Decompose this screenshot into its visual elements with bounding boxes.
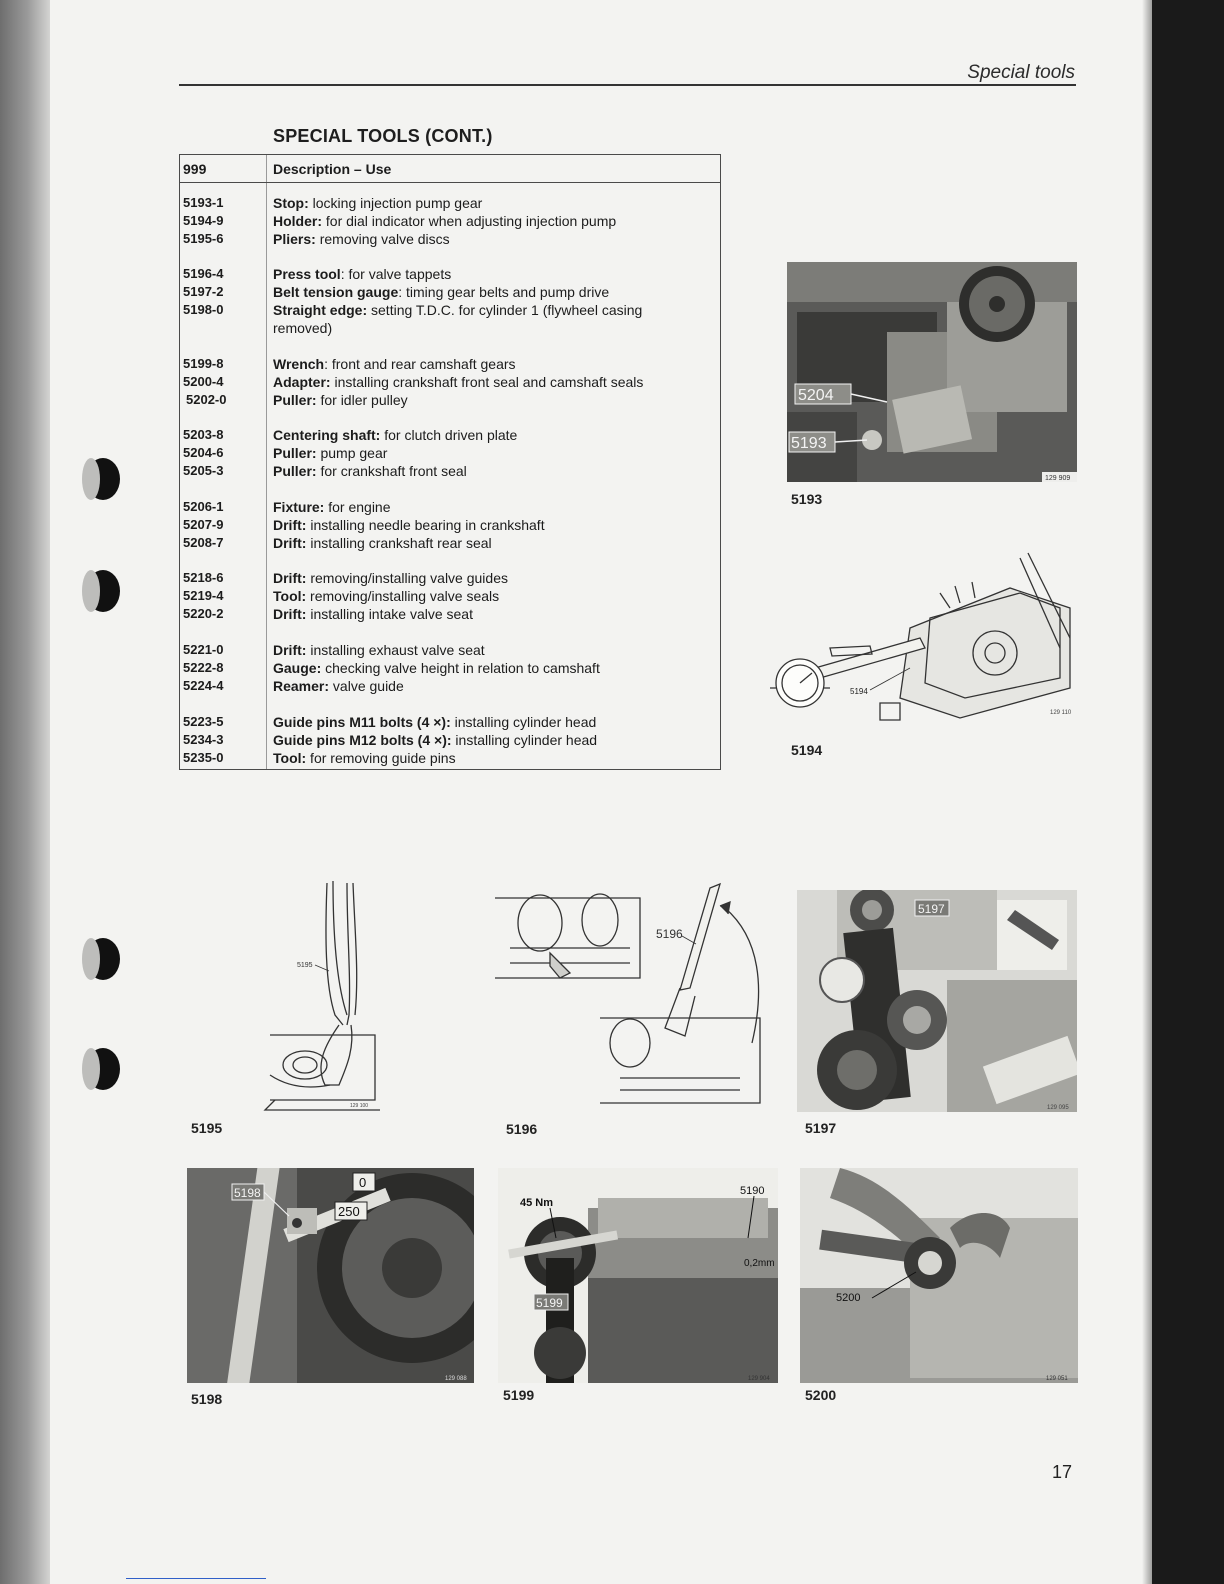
figure-caption: 5196	[506, 1121, 538, 1137]
tool-use: for dial indicator when adjusting injection pump	[322, 213, 617, 229]
tool-use: for removing guide pins	[306, 750, 456, 766]
tool-number: 5218-6	[183, 570, 224, 585]
binder-hole	[86, 1048, 120, 1090]
tool-use: for idler pulley	[316, 392, 408, 408]
tool-name: Centering shaft:	[273, 427, 381, 443]
tool-name: Drift:	[273, 517, 307, 533]
tool-number: 5200-4	[183, 374, 224, 389]
figure-5198-photo	[187, 1168, 474, 1383]
figure-caption: 5194	[791, 742, 823, 758]
tool-name: Puller:	[273, 463, 317, 479]
tool-number: 5193-1	[183, 195, 224, 210]
tool-description	[273, 194, 718, 212]
callout-label: 45 Nm	[520, 1197, 554, 1209]
binder-hole	[86, 570, 120, 612]
tool-use: for clutch driven plate	[380, 427, 518, 443]
tool-name: Stop:	[273, 195, 309, 211]
tool-description	[273, 731, 718, 749]
callout-label: 5195	[297, 962, 313, 969]
figure-code: 129 095	[1047, 1105, 1069, 1111]
tool-name: Tool:	[273, 750, 307, 766]
section-title: SPECIAL TOOLS (CONT.)	[273, 126, 493, 146]
tool-number: 5195-6	[183, 231, 224, 246]
figure-code: 129 100	[350, 1103, 369, 1109]
callout-label: 5194	[850, 687, 868, 696]
figure-5196-drawing	[490, 878, 780, 1113]
tool-description	[273, 713, 718, 731]
callout-label: 5196	[656, 927, 683, 941]
figure-5200-photo	[800, 1168, 1078, 1383]
scan-border	[1152, 0, 1224, 1584]
binder-hole	[86, 458, 120, 500]
tool-number: 5234-3	[183, 732, 224, 747]
tool-number: 5235-0	[183, 750, 224, 765]
tool-description	[273, 355, 718, 373]
tool-number: 5207-9	[183, 517, 224, 532]
tool-number: 5202-0	[186, 392, 227, 407]
tool-number: 5208-7	[183, 535, 224, 550]
tool-description	[273, 534, 718, 552]
tool-name: Adapter:	[273, 374, 331, 390]
tool-use: installing crankshaft rear seal	[306, 535, 492, 551]
tool-use: : for valve tappets	[340, 266, 452, 282]
callout-label: 250	[338, 1204, 360, 1219]
running-header: Special tools	[967, 62, 1075, 83]
header-rule	[179, 84, 1076, 86]
figure-5194-drawing	[760, 548, 1080, 723]
figure-code: 129 110	[1050, 710, 1072, 716]
tool-name: Guide pins M11 bolts (4 ×):	[273, 714, 451, 730]
callout-label: 0	[359, 1175, 367, 1190]
callout-label: 5198	[234, 1186, 261, 1200]
page-number: 17	[1052, 1462, 1073, 1482]
tool-number: 5197-2	[183, 284, 224, 299]
figure-code: 129 051	[1046, 1376, 1068, 1382]
tool-description	[273, 659, 718, 677]
callout-label: 5204	[798, 387, 834, 404]
figure-5195-drawing	[255, 875, 385, 1115]
tool-use: for engine	[324, 499, 391, 515]
tool-use: installing intake valve seat	[306, 606, 473, 622]
tool-number: 5223-5	[183, 714, 224, 729]
tool-use: installing crankshaft front seal and camshaft seals	[330, 374, 644, 390]
tool-use: removing/installing valve seals	[306, 588, 500, 604]
tool-description	[273, 587, 718, 605]
figure-caption: 5193	[791, 491, 823, 507]
tool-number: 5204-6	[183, 445, 224, 460]
tool-name: Reamer:	[273, 678, 330, 694]
tool-description	[273, 677, 718, 695]
special-tools-table	[179, 154, 721, 770]
tool-number: 5221-0	[183, 642, 224, 657]
callout-label: 0,2mm	[744, 1258, 775, 1269]
figure-caption: 5197	[805, 1120, 837, 1136]
tool-use: valve guide	[329, 678, 404, 694]
tool-use: : front and rear camshaft gears	[324, 356, 516, 372]
tool-number: 5205-3	[183, 463, 224, 478]
tool-use: pump gear	[316, 445, 388, 461]
figure-code: 129 909	[1045, 475, 1071, 482]
tool-name: Drift:	[273, 606, 307, 622]
tool-description	[273, 373, 718, 391]
tool-name: Puller:	[273, 392, 317, 408]
tool-number: 5219-4	[183, 588, 224, 603]
tool-number: 5198-0	[183, 302, 224, 317]
callout-label: 5200	[836, 1292, 861, 1304]
column-header-number: 999	[183, 161, 207, 177]
tool-use: installing cylinder head	[451, 732, 598, 748]
tool-name: Holder:	[273, 213, 322, 229]
figure-5199-photo	[498, 1168, 778, 1383]
page-edge-shadow	[0, 0, 50, 1584]
tool-use: installing needle bearing in crankshaft	[306, 517, 545, 533]
tool-description	[273, 301, 718, 319]
tool-name: Guide pins M12 bolts (4 ×):	[273, 732, 452, 748]
tool-number: 5196-4	[183, 266, 224, 281]
tool-use-continued: removed)	[273, 320, 333, 336]
tool-number: 5224-4	[183, 678, 224, 693]
tool-use: installing exhaust valve seat	[306, 642, 485, 658]
tool-description	[273, 283, 718, 301]
tool-name: Pliers:	[273, 231, 316, 247]
tool-description	[273, 569, 718, 587]
tool-use: setting T.D.C. for cylinder 1 (flywheel casing	[367, 302, 643, 318]
tool-name: Belt tension gauge	[273, 284, 399, 300]
callout-label: 5190	[740, 1185, 765, 1197]
tool-name: Wrench	[273, 356, 325, 372]
callout-label: 5197	[918, 902, 945, 916]
tool-use: removing/installing valve guides	[306, 570, 508, 586]
tool-number: 5206-1	[183, 499, 224, 514]
tool-number: 5203-8	[183, 427, 224, 442]
tool-name: Press tool	[273, 266, 341, 282]
column-header-description: Description – Use	[273, 161, 392, 177]
tool-name: Gauge:	[273, 660, 322, 676]
figure-code: 129 088	[445, 1376, 467, 1382]
tool-name: Fixture:	[273, 499, 325, 515]
figure-caption: 5199	[503, 1387, 535, 1403]
tool-number: 5199-8	[183, 356, 224, 371]
tool-description	[273, 230, 718, 248]
tool-name: Drift:	[273, 535, 307, 551]
tool-use: checking valve height in relation to camshaft	[321, 660, 600, 676]
tool-name: Drift:	[273, 570, 307, 586]
figure-5193-photo	[787, 262, 1077, 482]
tool-number: 5222-8	[183, 660, 224, 675]
tool-name: Straight edge:	[273, 302, 368, 318]
tool-description	[273, 265, 718, 283]
tool-description	[273, 641, 718, 659]
tool-name: Tool:	[273, 588, 307, 604]
tool-use: installing cylinder head	[450, 714, 597, 730]
tool-description	[273, 426, 718, 444]
tool-name: Puller:	[273, 445, 317, 461]
tool-number: 5194-9	[183, 213, 224, 228]
figure-caption: 5198	[191, 1391, 223, 1407]
figure-caption: 5195	[191, 1120, 223, 1136]
tool-description	[273, 462, 718, 480]
tool-description	[273, 749, 718, 767]
callout-label: 5193	[791, 435, 827, 452]
tool-description	[273, 391, 718, 409]
figure-code: 129 904	[748, 1376, 770, 1382]
table-header	[180, 155, 720, 183]
tool-number: 5220-2	[183, 606, 224, 621]
binder-hole	[86, 938, 120, 980]
tool-description	[273, 212, 718, 230]
tool-description	[273, 605, 718, 623]
figure-5197-photo	[797, 890, 1077, 1112]
figure-caption: 5200	[805, 1387, 837, 1403]
callout-label: 5199	[536, 1296, 563, 1310]
tool-use: for crankshaft front seal	[316, 463, 467, 479]
column-divider	[266, 155, 267, 769]
link-underline[interactable]	[126, 1578, 266, 1579]
tool-description	[273, 516, 718, 534]
tool-name: Drift:	[273, 642, 307, 658]
tool-description	[273, 498, 718, 516]
tool-use: removing valve discs	[315, 231, 450, 247]
tool-description	[273, 444, 718, 462]
tool-use: locking injection pump gear	[308, 195, 483, 211]
tool-use: : timing gear belts and pump drive	[398, 284, 610, 300]
